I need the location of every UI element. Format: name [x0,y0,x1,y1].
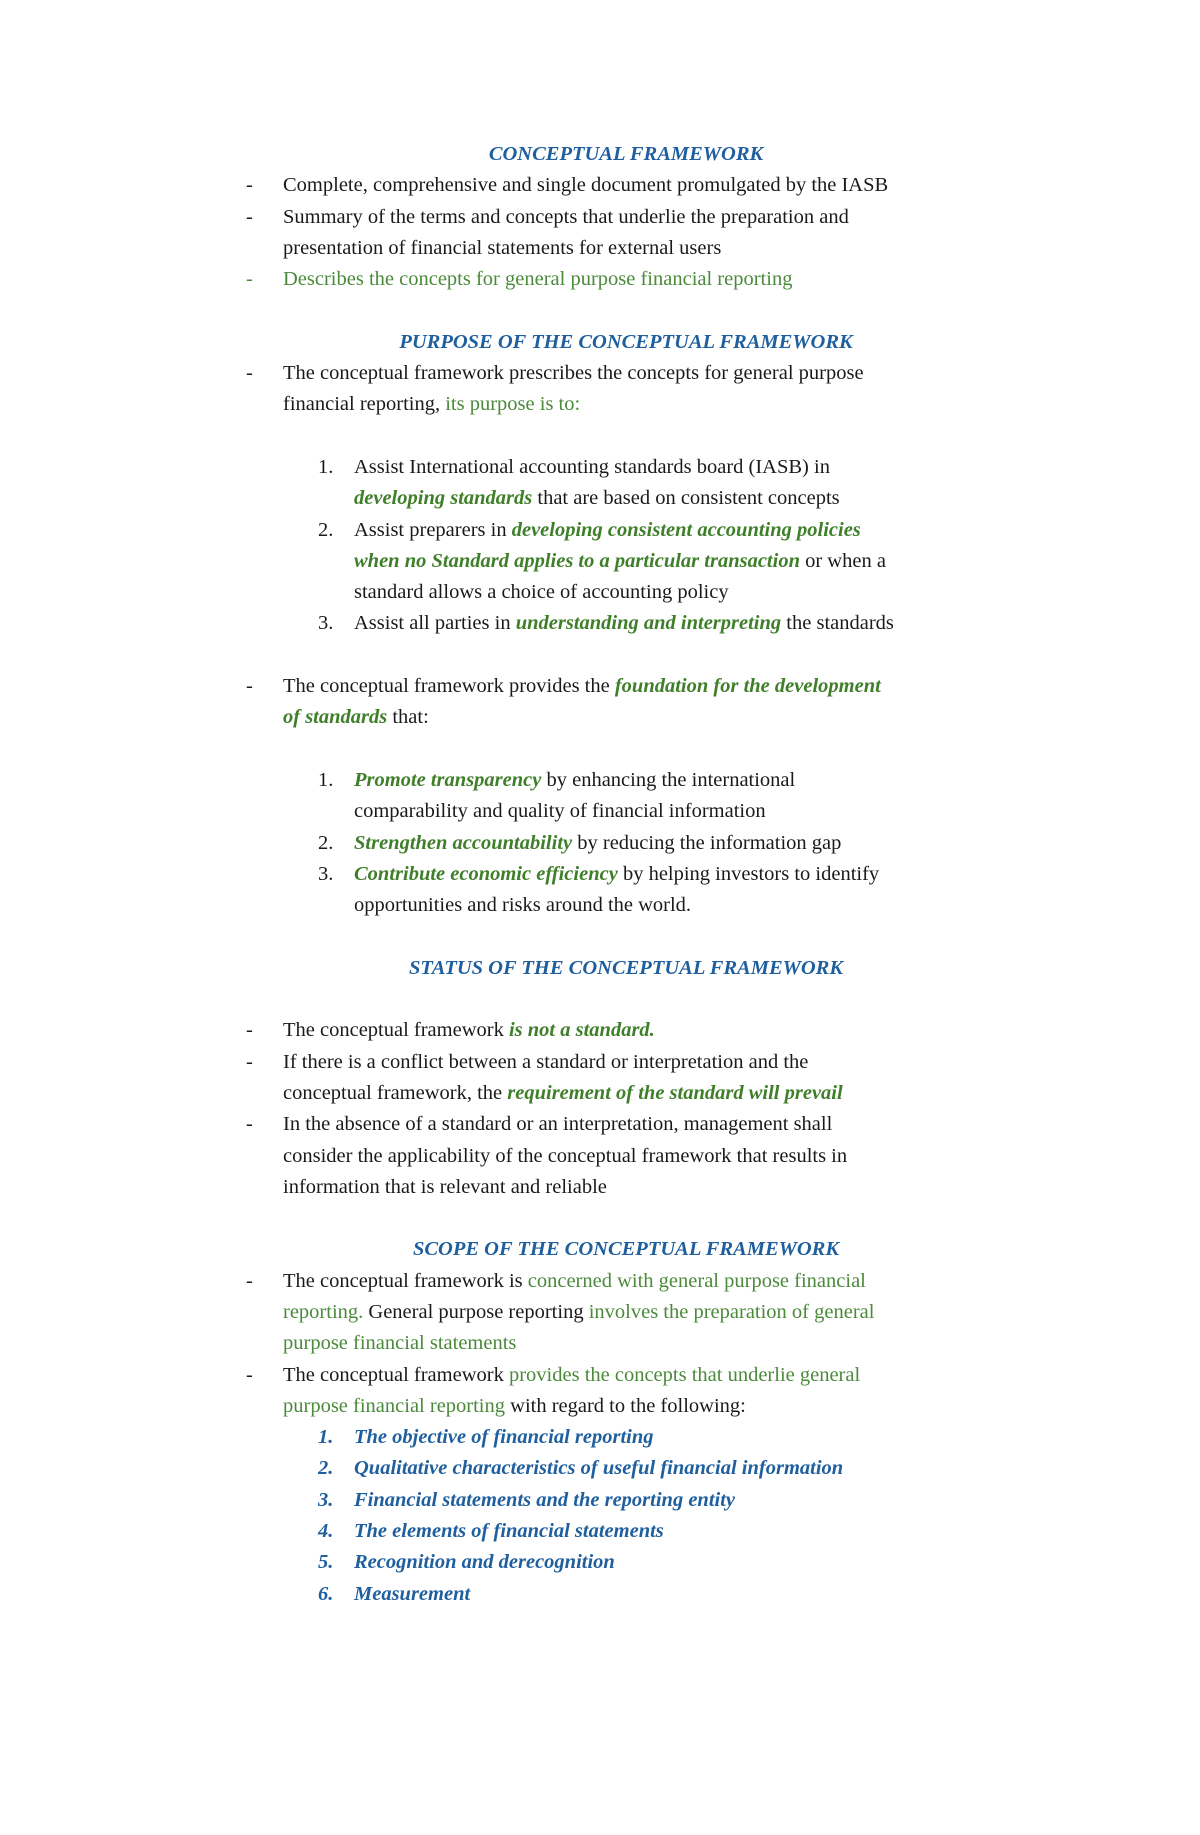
numbered-item [246,765,1006,796]
bullet-item [246,671,1006,702]
document-body [246,139,1006,1610]
bullet-continuation [246,1078,1006,1109]
emphasis-text: foundation for the development [614,675,881,698]
section-heading-conceptual-framework: CONCEPTUAL FRAMEWORK [488,143,764,165]
numbered-continuation [246,890,1006,921]
highlight-text: purpose financial reporting [283,1394,506,1417]
bullet-text: The conceptual framework [283,1363,509,1386]
bullet-item [246,264,1006,295]
item-text: by reducing the information gap [572,831,842,854]
numbered-continuation [246,546,1006,577]
section-heading-purpose: PURPOSE OF THE CONCEPTUAL FRAMEWORK [399,330,853,353]
item-number: 5. [318,1551,334,1574]
item-text: Assist International accounting standards board (IASB) in [354,455,830,478]
dash-marker: - [246,675,253,698]
bullet-item [246,170,1006,201]
numbered-continuation [246,483,1006,514]
highlight-text: its purpose is to: [445,393,581,416]
bullet-text: Describes the concepts for general purpose financial reporting [283,268,793,291]
bullet-continuation [246,702,1006,733]
item-text: comparability and quality of financial information [354,800,766,823]
bullet-text: General purpose reporting [363,1300,589,1323]
scope-list-item [246,1453,1006,1484]
emphasis-text: Strengthen accountability [354,831,573,854]
item-text: by helping investors to identify [617,862,880,885]
emphasis-text: requirement of the standard will prevail [507,1081,843,1104]
item-number: 3. [318,1488,334,1511]
bullet-text: that: [387,706,429,729]
scope-list-item [246,1485,1006,1516]
bullet-text: with regard to the following: [505,1394,746,1417]
emphasis-text: when no Standard applies to a particular transaction [354,549,800,572]
item-number: 4. [318,1520,334,1543]
bullet-text: consider the applicability of the conceptual framework that results in [283,1144,848,1167]
emphasis-text: is not a standard. [508,1019,655,1042]
numbered-item [246,828,1006,859]
bullet-continuation [246,389,1006,420]
bullet-item [246,1360,1006,1391]
item-text: Recognition and derecognition [354,1551,615,1574]
emphasis-text: developing consistent accounting policies [511,518,861,541]
item-number: 2. [318,518,334,541]
bullet-item [246,202,1006,233]
numbered-continuation [246,577,1006,608]
numbered-continuation [246,796,1006,827]
dash-marker: - [246,174,253,197]
item-text: opportunities and risks around the world. [354,894,692,917]
numbered-item [246,608,1006,639]
item-number: 6. [318,1582,334,1605]
bullet-text: The conceptual framework provides the [283,675,615,698]
item-number: 1. [318,1426,334,1449]
item-number: 1. [318,768,334,791]
emphasis-text: Contribute economic efficiency [354,862,618,885]
numbered-item [246,515,1006,546]
item-number: 1. [318,455,334,478]
emphasis-text: Promote transparency [354,768,542,791]
bullet-item [246,1047,1006,1078]
bullet-continuation [246,1141,1006,1172]
scope-list-item [246,1516,1006,1547]
numbered-item [246,859,1006,890]
emphasis-text: developing standards [354,487,533,510]
dash-marker: - [246,205,253,228]
bullet-text: conceptual framework, the [283,1081,508,1104]
dash-marker: - [246,1019,253,1042]
item-text: Assist preparers in [354,518,512,541]
bullet-text: In the absence of a standard or an interpretation, management shall [283,1113,833,1136]
bullet-continuation [246,1172,1006,1203]
dash-marker: - [246,1050,253,1073]
bullet-continuation [246,1297,1006,1328]
bullet-text: The conceptual framework prescribes the concepts for general purpose [283,362,864,385]
dash-marker: - [246,1269,253,1292]
bullet-item [246,1266,1006,1297]
item-text: Qualitative characteristics of useful financial information [354,1457,844,1480]
highlight-text: provides the concepts that underlie general [508,1363,861,1386]
dash-marker: - [246,362,253,385]
bullet-text: The conceptual framework is [283,1269,528,1292]
item-text: Measurement [354,1582,471,1605]
scope-list-item [246,1422,1006,1453]
highlight-text: reporting. [283,1300,364,1323]
highlight-text: involves the preparation of general [588,1300,875,1323]
bullet-continuation [246,1391,1006,1422]
item-text: or when a [799,549,886,572]
bullet-item [246,358,1006,389]
numbered-item [246,452,1006,483]
dash-marker: - [246,1363,253,1386]
bullet-text: presentation of financial statements for external users [283,236,722,259]
dash-marker: - [246,268,253,291]
emphasis-text: of standards [283,706,388,729]
item-text: by enhancing the international [541,768,796,791]
item-text: the standards [781,612,894,635]
item-number: 2. [318,1457,334,1480]
section-heading-scope: SCOPE OF THE CONCEPTUAL FRAMEWORK [412,1238,840,1261]
bullet-text: information that is relevant and reliable [283,1175,607,1198]
scope-list-item [246,1547,1006,1578]
scope-list-item [246,1579,1006,1610]
item-text: Financial statements and the reporting entity [354,1488,736,1511]
emphasis-text: understanding and interpreting [515,612,782,635]
item-text: Assist all parties in [354,612,516,635]
bullet-text: Complete, comprehensive and single document promulgated by the IASB [283,174,889,197]
bullet-continuation [246,233,1006,264]
bullet-text: Summary of the terms and concepts that underlie the preparation and [283,205,849,228]
item-text: The objective of financial reporting [354,1426,654,1449]
section-heading-status: STATUS OF THE CONCEPTUAL FRAMEWORK [408,956,844,979]
item-number: 2. [318,831,334,854]
highlight-text: concerned with general purpose financial [527,1269,866,1292]
highlight-text: purpose financial statements [283,1332,517,1355]
item-number: 3. [318,612,334,635]
item-text: standard allows a choice of accounting policy [354,581,729,604]
bullet-item [246,1109,1006,1140]
bullet-text: If there is a conflict between a standard or interpretation and the [283,1050,809,1073]
item-text: The elements of financial statements [354,1520,664,1543]
dash-marker: - [246,1113,253,1136]
bullet-text: The conceptual framework [283,1019,509,1042]
bullet-text: financial reporting, [283,393,446,416]
item-number: 3. [318,862,334,885]
bullet-item [246,1015,1006,1046]
item-text: that are based on consistent concepts [532,487,840,510]
bullet-continuation [246,1328,1006,1359]
